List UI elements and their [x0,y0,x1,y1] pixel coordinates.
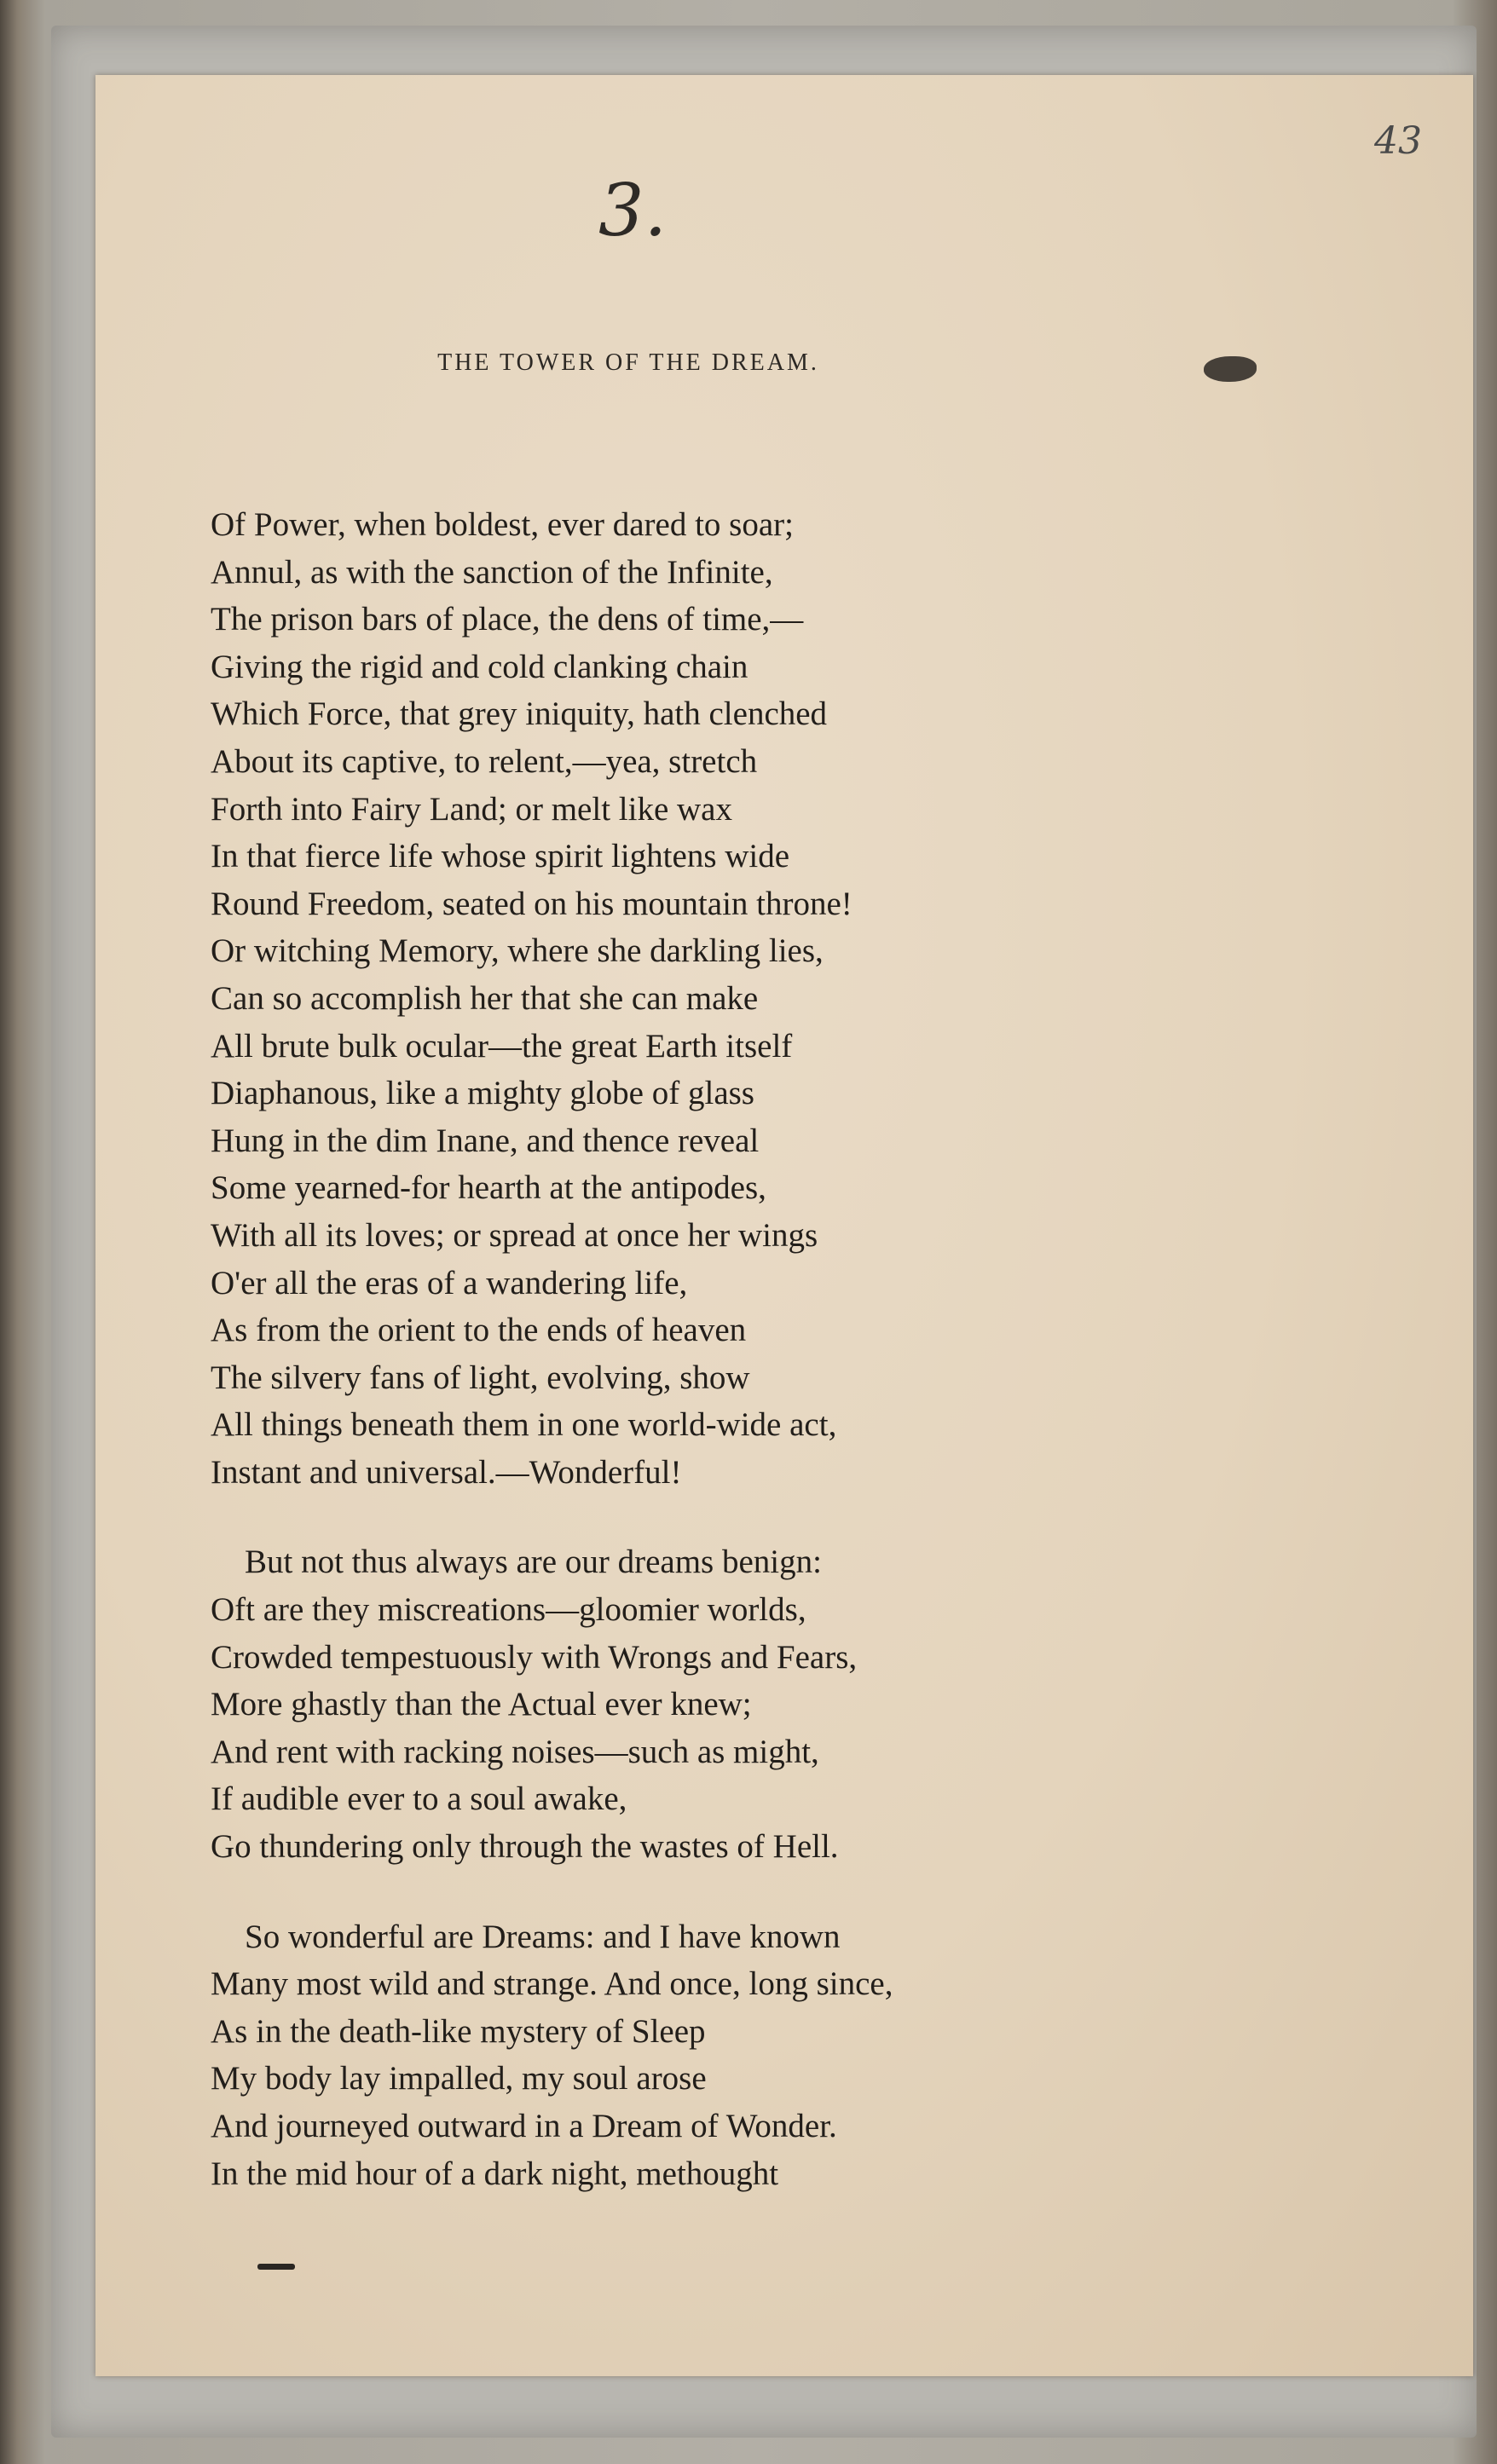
poem-line: And rent with racking noises—such as might, [211,1733,819,1770]
poem-line: Some yearned-for hearth at the antipodes, [211,1169,766,1207]
poem-text [211,501,1319,2197]
poem-line: So wonderful are Dreams: and I have known [245,1918,841,1955]
poem-line: With all its loves; or spread at once her wings [211,1216,818,1254]
poem-line: In the mid hour of a dark night, methought [211,2155,779,2192]
poem-line: The silvery fans of light, evolving, show [211,1359,750,1396]
running-head: THE TOWER OF THE DREAM. [437,349,819,376]
poem-line: Diaphanous, like a mighty globe of glass [211,1075,754,1112]
poem-line: O'er all the eras of a wandering life, [211,1264,688,1301]
ink-dash-mark [257,2264,295,2270]
poem-line: Many most wild and strange. And once, long since, [211,1965,893,2003]
stanza-1 [211,501,1319,1496]
poem-line: Of Power, when boldest, ever dared to soar; [211,506,794,543]
ink-smudge-mark [1204,356,1257,382]
poem-line: Oft are they miscreations—gloomier worlds, [211,1591,806,1629]
poem-line: If audible ever to a soul awake, [211,1780,627,1818]
poem-line: My body lay impalled, my soul arose [211,2060,707,2098]
poem-line: Instant and universal.—Wonderful! [211,1453,682,1491]
poem-line: Round Freedom, seated on his mountain throne! [211,885,853,922]
poem-line: Crowded tempestuously with Wrongs and Fears, [211,1638,858,1676]
page-number: 43 [1374,119,1422,163]
stanza-3 [211,1913,1319,2198]
poem-line: More ghastly than the Actual ever knew; [211,1686,752,1723]
poem-line: As in the death-like mystery of Sleep [211,2012,706,2050]
poem-line: All things beneath them in one world-wide act, [211,1406,837,1444]
poem-line: Go thundering only through the wastes of Hell. [211,1828,839,1866]
stanza-break [211,1871,1319,1913]
poem-line: As from the orient to the ends of heaven [211,1312,747,1349]
poem-line: All brute bulk ocular—the great Earth itself [211,1027,793,1065]
poem-line: In that fierce life whose spirit lightens wide [211,838,790,875]
poem-line: Can so accomplish her that she can make [211,979,759,1017]
poem-line: Or witching Memory, where she darkling lies, [211,932,824,970]
poem-line: About its captive, to relent,—yea, stretch [211,742,758,780]
poem-line: But not thus always are our dreams benign: [245,1544,822,1581]
poem-line: Hung in the dim Inane, and thence reveal [211,1122,760,1159]
poem-line: Annul, as with the sanction of the Infinite, [211,553,773,591]
book-page [95,75,1473,2376]
stanza-break [211,1496,1319,1538]
poem-line: And journeyed outward in a Dream of Wonder. [211,2108,837,2144]
poem-line: Giving the rigid and cold clanking chain [211,648,748,685]
poem-line: The prison bars of place, the dens of time,— [211,601,804,638]
stanza-2 [211,1538,1319,1870]
poem-line: Which Force, that grey iniquity, hath clenched [211,695,828,733]
handwritten-note: 3. [598,169,668,252]
poem-line: Forth into Fairy Land; or melt like wax [211,790,732,828]
